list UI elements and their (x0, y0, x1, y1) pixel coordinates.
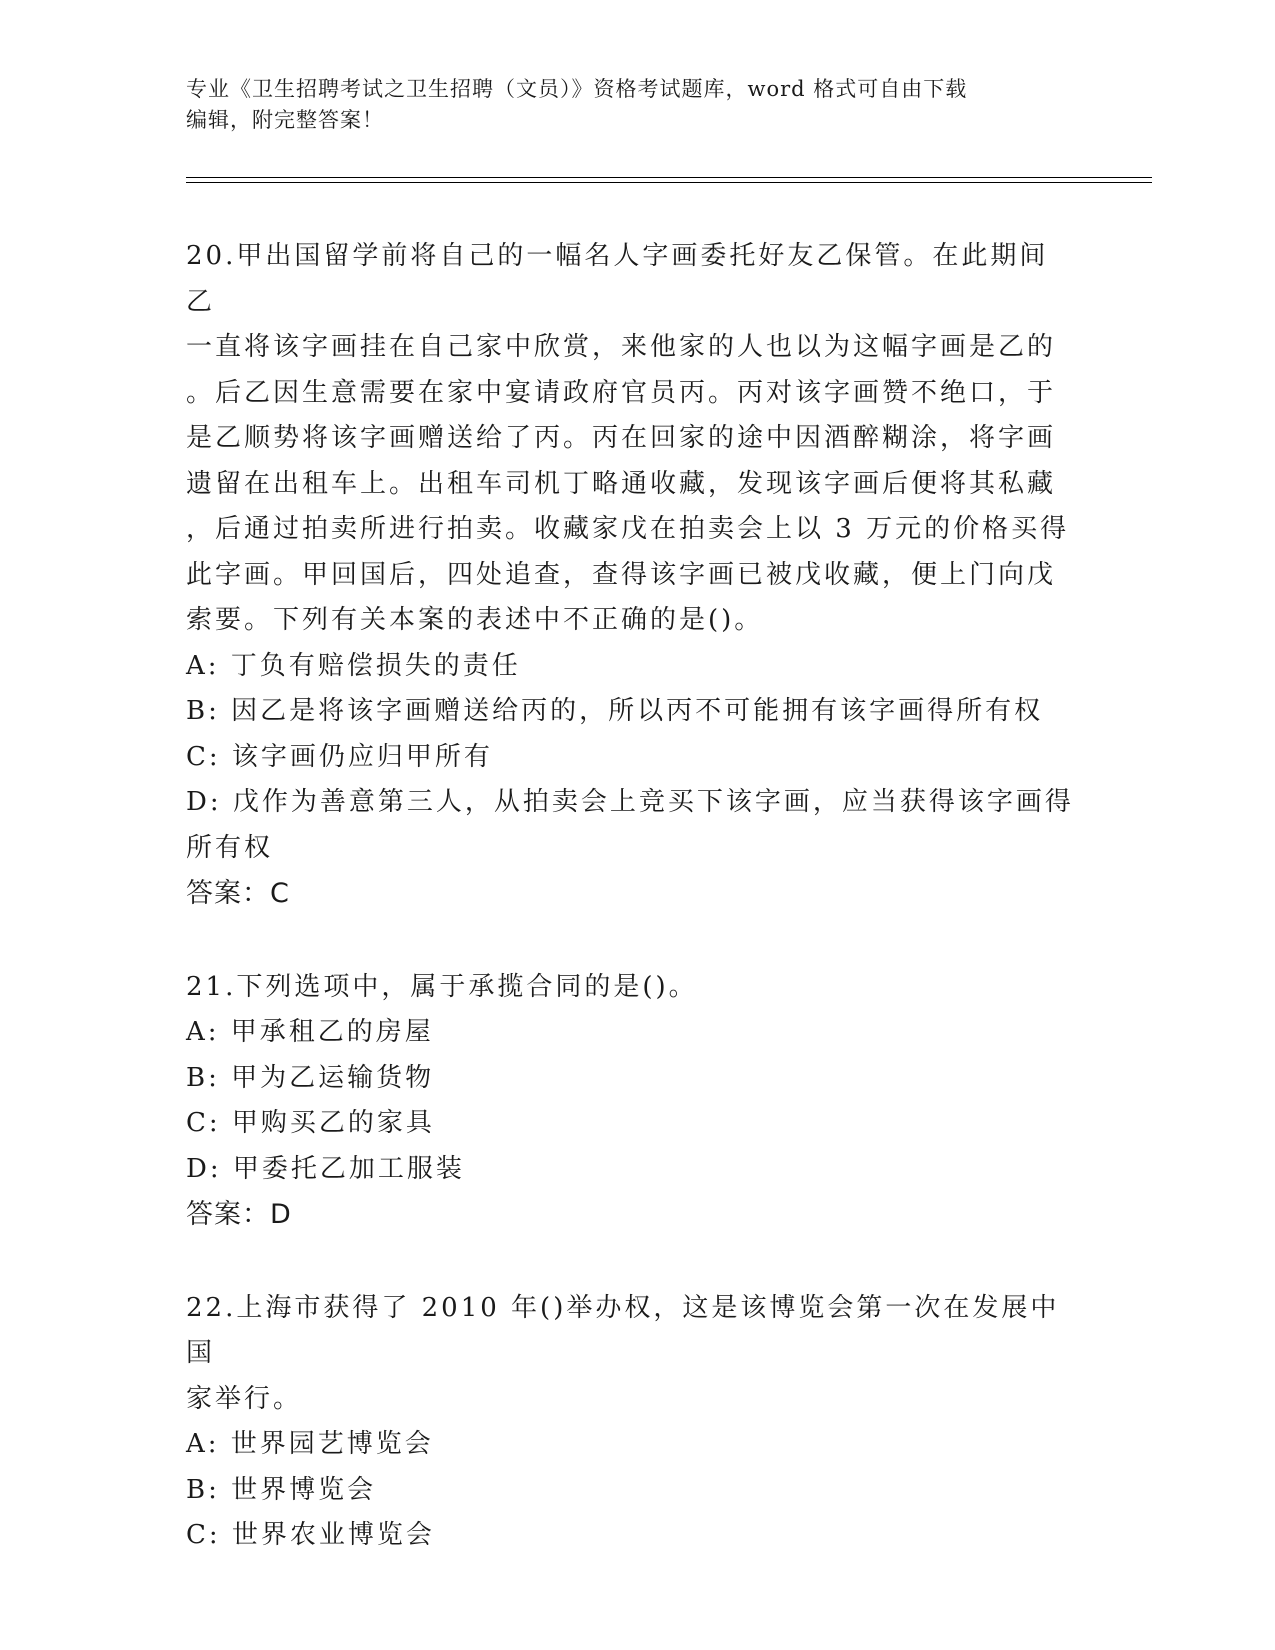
header-divider-top (186, 177, 1152, 178)
option-b: B: 甲为乙运输货物 (186, 1062, 435, 1093)
header-line-1: 专业《卫生招聘考试之卫生招聘（文员）》资格考试题库，word 格式可自由下载 (186, 77, 968, 101)
stem-line: 此字画。甲回国后，四处追查，查得该字画已被戊收藏，便上门向戊 (186, 559, 1057, 590)
question-20 (186, 234, 1076, 917)
question-stem (186, 1286, 1076, 1423)
option-a: A: 丁负有赔偿损失的责任 (186, 650, 521, 681)
option-a: A: 甲承租乙的房屋 (186, 1017, 434, 1047)
stem-line: 。后乙因生意需要在家中宴请政府官员丙。丙对该字画赞不绝口，于 (186, 377, 1057, 408)
header-divider-bottom (186, 182, 1152, 183)
option-a: A: 世界园艺博览会 (186, 1429, 434, 1459)
option-c: C: 甲购买乙的家具 (186, 1108, 435, 1138)
option-b: B: 因乙是将该字画赠送给丙的，所以丙不可能拥有该字画得所有权 (186, 696, 1044, 726)
option-c: C: 该字画仍应归甲所有 (186, 741, 493, 772)
stem-line: 20.甲出国留学前将自己的一幅名人字画委托好友乙保管。在此期间乙 (186, 241, 1049, 317)
document-header (186, 74, 1086, 136)
question-21 (186, 965, 1076, 1238)
stem-line: 家举行。 (186, 1383, 303, 1414)
header-line-2: 编辑，附完整答案！ (186, 108, 384, 132)
option-b: B: 世界博览会 (186, 1474, 377, 1505)
answer-label: 答案：D (186, 1199, 292, 1230)
option-c: C: 世界农业博览会 (186, 1520, 435, 1550)
stem-line: 遗留在出租车上。出租车司机丁略通收藏，发现该字画后便将其私藏 (186, 468, 1057, 499)
option-d-continued: 所有权 (186, 832, 274, 863)
stem-line: 索要。下列有关本案的表述中不正确的是()。 (186, 605, 764, 635)
option-d: D: 戊作为善意第三人，从拍卖会上竞买下该字画，应当获得该字画得 (186, 787, 1074, 817)
question-list (186, 234, 1076, 1607)
stem-line: ，后通过拍卖所进行拍卖。收藏家戊在拍卖会上以 3 万元的价格买得 (186, 514, 1070, 544)
question-22 (186, 1286, 1076, 1559)
question-stem (186, 234, 1076, 644)
stem-line: 21.下列选项中，属于承揽合同的是()。 (186, 971, 698, 1002)
option-d: D: 甲委托乙加工服装 (186, 1153, 465, 1184)
answer-label: 答案：C (186, 878, 290, 909)
stem-line: 22.上海市获得了 2010 年()举办权，这是该博览会第一次在发展中国 (186, 1292, 1060, 1368)
question-stem (186, 965, 1076, 1011)
stem-line: 一直将该字画挂在自己家中欣赏，来他家的人也以为这幅字画是乙的 (186, 332, 1057, 362)
stem-line: 是乙顺势将该字画赠送给了丙。丙在回家的途中因酒醉糊涂，将字画 (186, 423, 1057, 453)
